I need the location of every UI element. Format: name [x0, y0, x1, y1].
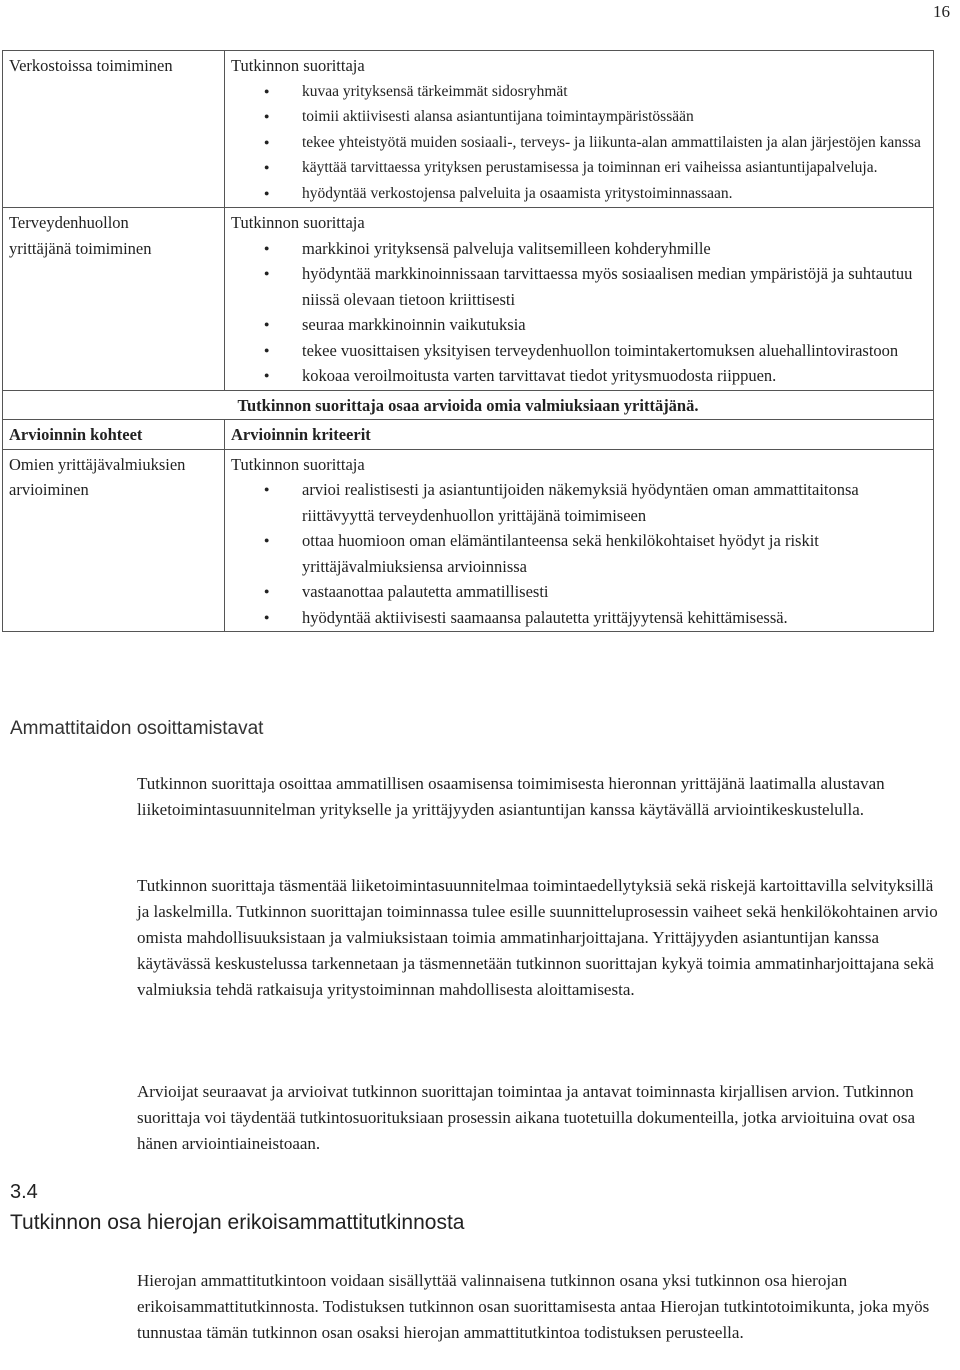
criteria-list: [231, 477, 927, 630]
paragraph: Hierojan ammattitutkintoon voidaan sisällyttää valinnaisena tutkinnon osana yksi tutkinnon osa hierojan erikoisammattitutkinnosta. Todistuksen tutkinnon osan suorittamisesta antaa Hierojan tutkintotoimikunta, joka myös tunnustaa tämän tutkinnon osan osaksi hierojan ammattitutkintoa todistuksen perusteella.: [137, 1271, 930, 1342]
table-row: [3, 390, 934, 420]
list-item: ● toimii aktiivisesti alansa asiantuntijana toimintaympäristössään: [302, 104, 927, 130]
criteria-target-label: Omien yrittäjävalmiuksien: [9, 454, 186, 474]
criteria-intro: Tutkinnon suorittaja: [231, 213, 365, 232]
list-item: ● kuvaa yrityksensä tärkeimmät sidosryhmät: [302, 79, 927, 105]
list-item: ● tekee vuosittaisen yksityisen terveydenhuollon toimintakertomuksen aluehallintovirastoon: [302, 338, 927, 364]
list-item: ● markkinoi yrityksensä palveluja valitsemilleen kohderyhmille: [302, 236, 927, 262]
criteria-list: [231, 79, 927, 207]
criteria-target-label: yrittäjänä toimiminen: [9, 238, 152, 258]
criteria-intro: Tutkinnon suorittaja: [231, 454, 365, 474]
section-title: Tutkinnon osa hierojan erikoisammattitutkinnosta: [10, 1211, 465, 1234]
criteria-cell: [225, 51, 934, 208]
criteria-target-label: Verkostoissa toimiminen: [9, 56, 173, 75]
list-item: ● hyödyntää aktiivisesti saamaansa palautetta yrittäjyytensä kehittämisessä.: [302, 605, 927, 631]
table-row: [3, 208, 934, 391]
column-header-criteria: Arvioinnin kriteerit: [225, 420, 934, 450]
summary-cell: Tutkinnon suorittaja osaa arvioida omia valmiuksiaan yrittäjänä.: [3, 390, 934, 420]
paragraph: Tutkinnon suorittaja osoittaa ammatillisen osaamisensa toimimisesta hieronnan yrittäjänä laatimalla alustavan liiketoimintasuunnitelman yritykselle ja yrittäjyyden asiantuntijan kanssa käytävällä arviointikeskustelulla.: [137, 774, 885, 819]
criteria-target-cell: [3, 51, 225, 208]
list-item: ● seuraa markkinoinnin vaikutuksia: [302, 312, 927, 338]
list-item: ● vastaanottaa palautetta ammatillisesti: [302, 579, 927, 605]
list-item: ● hyödyntää verkostojensa palveluita ja osaamista yritystoiminnassaan.: [302, 181, 927, 207]
section-number: 3.4: [10, 1181, 38, 1203]
criteria-target-cell: [3, 208, 225, 391]
table-header-row: [3, 420, 934, 450]
list-item: ● hyödyntää markkinoinnissaan tarvittaessa myös sosiaalisen median ympäristöjä ja suhtautuu niissä olevaan tietoon kriittisesti: [302, 261, 927, 312]
criteria-cell: [225, 208, 934, 391]
criteria-table: [2, 50, 934, 632]
criteria-cell: [225, 449, 934, 632]
paragraph: Arvioijat seuraavat ja arvioivat tutkinnon suorittajan toimintaa ja antavat toiminnasta kirjallisen arvion. Tutkinnon suorittaja voi täydentää tutkintosuorituksiaan prosessin aikana tuotetuilla dokumenteilla, jotka arvioituina ovat osa hänen arviointiaineistoaan.: [137, 1082, 916, 1153]
criteria-target-cell: [3, 449, 225, 632]
list-item: ● tekee yhteistyötä muiden sosiaali-, terveys- ja liikunta-alan ammattilaisten ja alan järjestöjen kanssa: [302, 130, 927, 156]
criteria-intro: Tutkinnon suorittaja: [231, 56, 365, 75]
section-heading: Ammattitaidon osoittamistavat: [10, 718, 264, 739]
list-item: ● arvioi realistisesti ja asiantuntijoiden näkemyksiä hyödyntäen oman ammattitaitonsa riittävyyttä terveydenhuollon yrittäjänä toimimiseen: [302, 477, 927, 528]
criteria-target-label: Terveydenhuollon: [9, 213, 129, 232]
criteria-list: [231, 236, 927, 389]
table-row: [3, 51, 934, 208]
column-header-targets: Arvioinnin kohteet: [3, 420, 225, 450]
page-number: 16: [933, 2, 950, 21]
paragraph: Tutkinnon suorittaja täsmentää liiketoimintasuunnitelmaa toimintaedellytyksiä sekä riskejä kartoittavilla selvityksillä ja laskelmilla. Tutkinnon suorittajan toiminnassa tulee esille suunnitteluprosessin vaiheet sekä henkilökohtainen arvio omista mahdollisuuksistaan ja valmiuksistaan toimia ammatinharjoittajana. Yrittäjyyden asiantuntijan kanssa käytävässä keskustelussa tarkennetaan ja täsmennetään tutkinnon suorittajan kykyä toimia ammatinharjoittajana sekä valmiuksia tehdä ratkaisuja yritystoiminnan mahdollisesta aloittamisesta.: [137, 876, 938, 999]
list-item: ● käyttää tarvittaessa yrityksen perustamisessa ja toiminnan eri vaiheissa asiantuntijapalveluja.: [302, 155, 927, 181]
list-item: ● ottaa huomioon oman elämäntilanteensa sekä henkilökohtaiset hyödyt ja riskit yrittäjävalmiuksiensa arvioinnissa: [302, 528, 927, 579]
list-item: ● kokoaa veroilmoitusta varten tarvittavat tiedot yritysmuodosta riippuen.: [302, 363, 927, 389]
criteria-target-label: arvioiminen: [9, 480, 89, 499]
table-row: [3, 449, 934, 632]
